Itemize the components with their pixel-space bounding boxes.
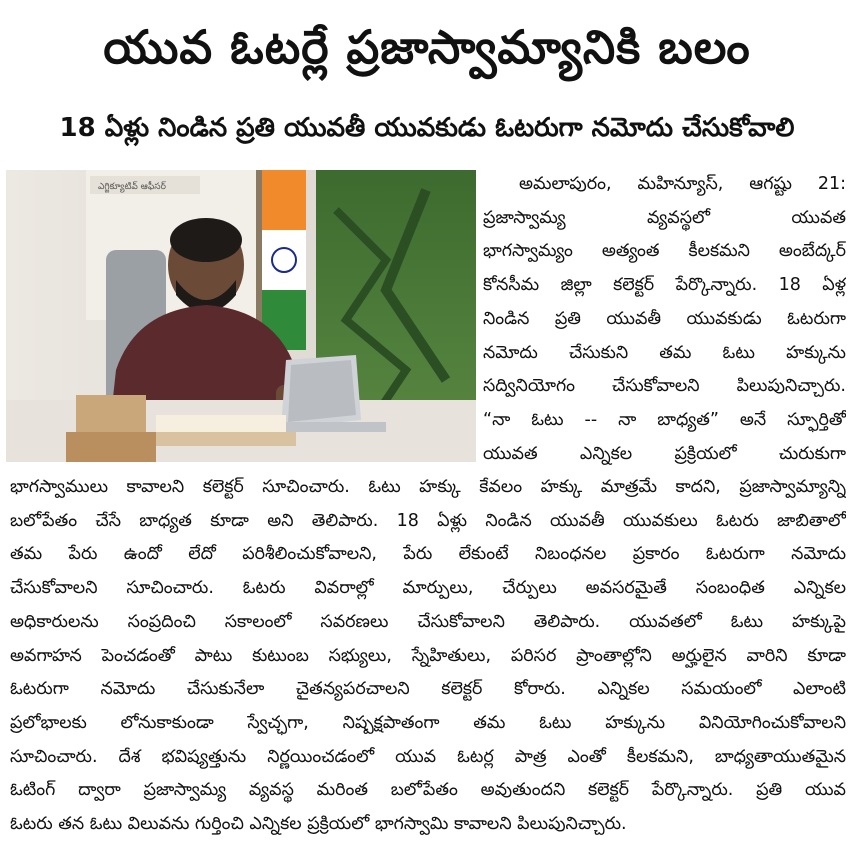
article-line: అమలాపురం, మహిన్యూస్, ఆగష్టు 21: (519, 174, 846, 194)
nameplate-text: ఎగ్జిక్యూటివ్ ఆఫీసర్ (98, 182, 166, 192)
article-line: యువత ఎన్నికల ప్రక్రియలో చురుకుగా (483, 443, 846, 464)
article-line: ఓటరుగా నమోదు చేసుకునేలా చైతన్యపరచాలని కలెక్టర్ కోరారు. ఎన్నికల సమయంలో ఎలాంటి (10, 679, 846, 700)
article-line: తమ పేరు ఉందో లేదో పరిశీలించుకోవాలని, పేరు లేకుంటే నిబంధనల ప్రకారం ఓటరుగా నమోదు (10, 544, 846, 565)
news-photo-collector-at-desk-icon (6, 170, 476, 462)
article-line: “నా ఓటు -- నా బాధ్యత” అనే స్ఫూర్తితో (483, 409, 846, 430)
article-body-full-width (10, 471, 846, 842)
subheadline: 18 ఏళ్లు నిండిన ప్రతి యువతీ యువకుడు ఓటరుగా నమోదు చేసుకోవాలి (59, 113, 795, 143)
article-line: సద్వినియోగం చేసుకోవాలని పిలుపునిచ్చారు. (483, 376, 846, 397)
article-line: నమోదు చేసుకుని తమ ఓటు హక్కును (483, 342, 846, 363)
article-line: కోనసీమ జిల్లా కలెక్టర్ పేర్కొన్నారు. 18 ఏళ్ల (483, 275, 846, 296)
article-line: అవగాహన పెంచడంతో పాటు కుటుంబ సభ్యులు, స్నేహితులు, పరిసర ప్రాంతాల్లోని అర్హులైన వారిని కూడా (10, 645, 846, 666)
article-line: భాగస్వామ్యం అత్యంత కీలకమని అంబేద్కర్ (483, 241, 846, 262)
article-line: భాగస్వాములు కావాలని కలెక్టర్ సూచించారు. ఓటు హక్కు కేవలం హక్కు మాత్రమే కాదని, ప్రజాస్వామ్యాన్ని (10, 477, 846, 497)
news-photo (6, 170, 476, 462)
headline: యువ ఓటర్లే ప్రజాస్వామ్యానికి బలం (103, 20, 751, 74)
article-line: బలోపేతం చేసే బాధ్యత కూడా అని తెలిపారు. 18 ఏళ్లు నిండిన యువతీ యువకులు ఓటరు జాబితాలో (10, 510, 846, 531)
article-line: సూచించారు. దేశ భవిష్యత్తును నిర్ణయించడంలో యువ ఓటర్ల పాత్ర ఎంతో కీలకమని, బాధ్యతాయుతమైన (10, 746, 846, 767)
article-line: ప్రలోభాలకు లోనుకాకుండా స్వేచ్ఛగా, నిష్పక్షపాతంగా తమ ఓటు హక్కును వినియోగించుకోవాలని (10, 712, 846, 733)
article-line: నిండిన ప్రతి యువతీ యువకుడు ఓటరుగా (483, 308, 846, 329)
article-body-right-column (483, 168, 846, 471)
article-line: ప్రజాస్వామ్య వ్యవస్థలో యువత (483, 207, 846, 228)
article-line: ఓటింగ్ ద్వారా ప్రజాస్వామ్య వ్యవస్థ మరింత బలోపేతం అవుతుందని కలెక్టర్ పేర్కొన్నారు. ప్రతి యువ (10, 780, 846, 801)
article-line: చేసుకోవాలని సూచించారు. ఓటరు వివరాల్లో మార్పులు, చేర్పులు అవసరమైతే సంబంధిత ఎన్నికల (10, 578, 846, 599)
article-line: ఓటరు తన ఓటు విలువను గుర్తించి ఎన్నికల ప్రక్రియలో భాగస్వామి కావాలని పిలుపునిచ్చారు. (10, 814, 627, 835)
article-line: అధికారులను సంప్రదించి సకాలంలో సవరణలు చేసుకోవాలని తెలిపారు. యువతలో ఓటు హక్కుపై (10, 611, 846, 632)
